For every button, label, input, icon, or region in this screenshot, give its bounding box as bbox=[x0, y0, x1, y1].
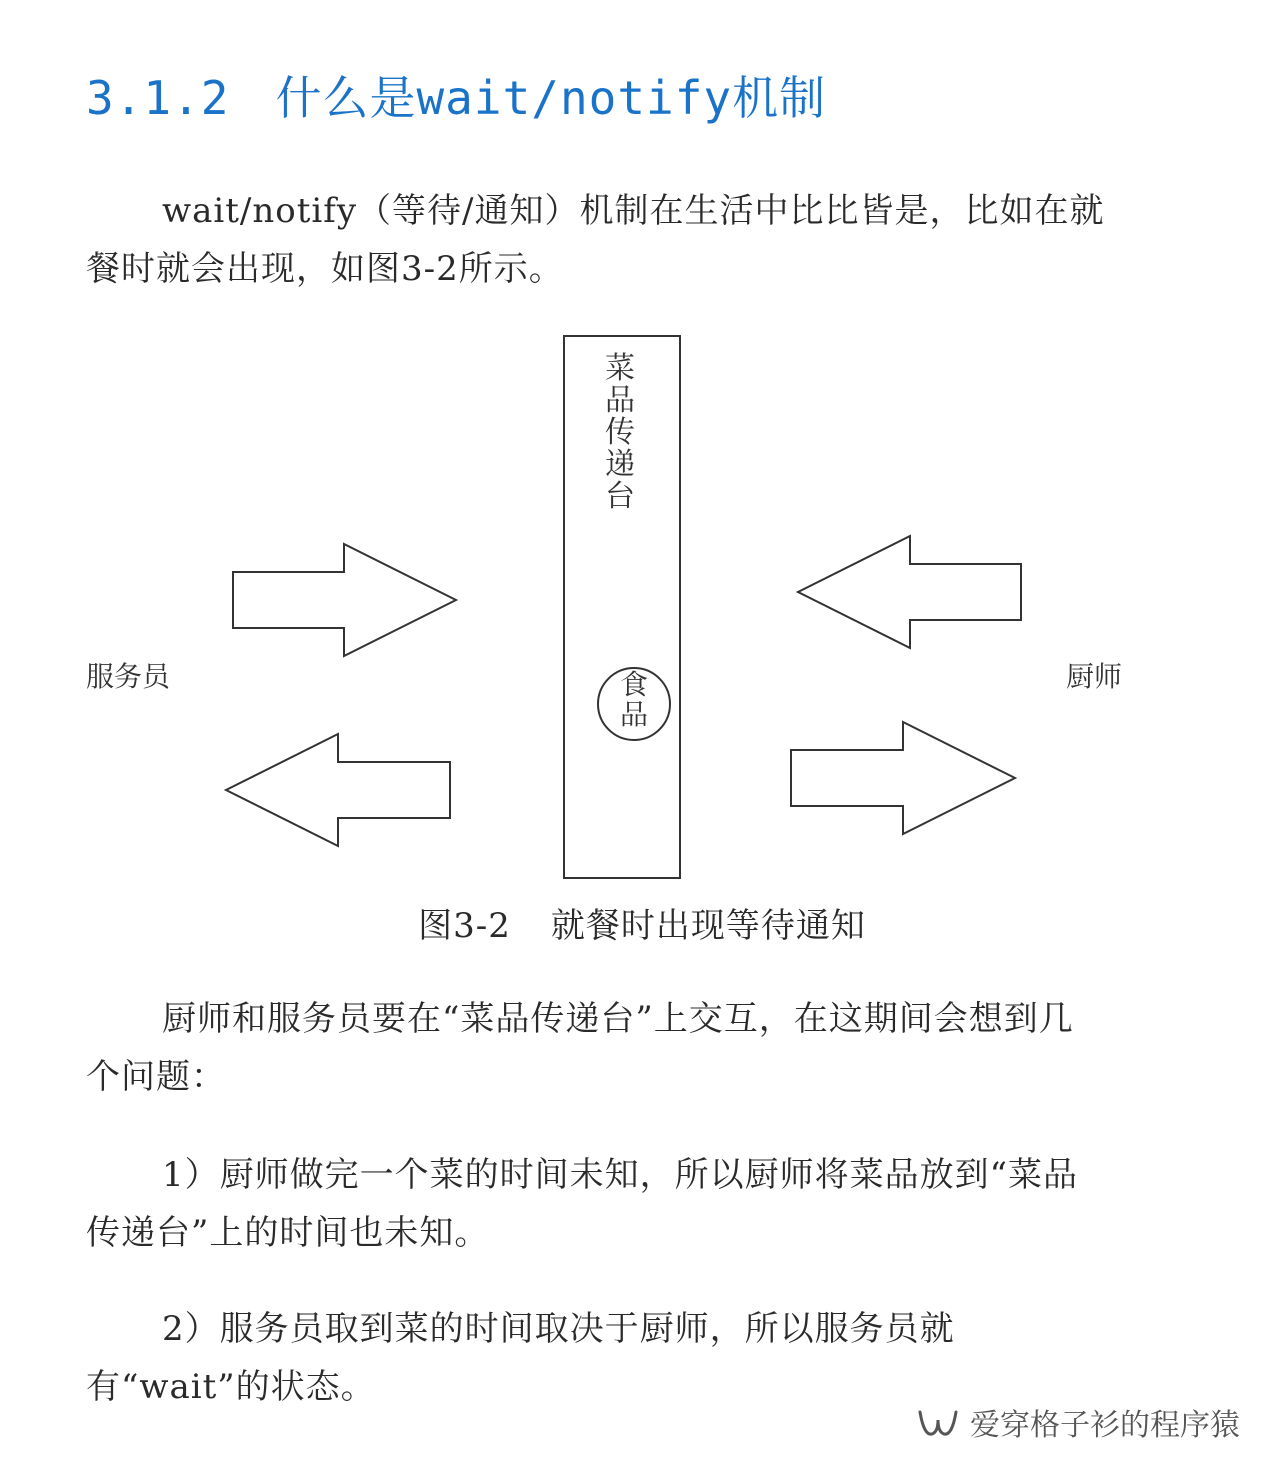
watermark bbox=[916, 1400, 1240, 1444]
section-heading bbox=[86, 62, 826, 128]
arrow-counter-to-waiter bbox=[226, 734, 450, 846]
counter-label bbox=[605, 351, 635, 514]
chef-label: 厨师 bbox=[1066, 660, 1123, 693]
paragraph-point-2: 2）服务员取到菜的时间取决于厨师，所以服务员就有“wait”的状态。 bbox=[86, 1309, 955, 1407]
wechat-channel-icon bbox=[916, 1402, 960, 1442]
foodLabel-char: 食 bbox=[619, 668, 649, 701]
food-label bbox=[620, 668, 648, 731]
foodLabel-char: 品 bbox=[619, 698, 649, 731]
section-number: 3.1.2 bbox=[86, 71, 230, 125]
wait-notify-diagram bbox=[0, 320, 1284, 900]
paragraph-point-1: 1）厨师做完一个菜的时间未知，所以厨师将菜品放到“菜品传递台”上的时间也未知。 bbox=[86, 1155, 1079, 1253]
counterLabel-char: 递 bbox=[605, 447, 635, 482]
figure-caption bbox=[0, 898, 1284, 947]
arrow-chef-to-counter bbox=[798, 536, 1021, 648]
section-title: 什么是wait/notify机制 bbox=[275, 71, 827, 125]
counterLabel-char: 品 bbox=[605, 383, 635, 418]
arrow-counter-to-chef bbox=[791, 722, 1015, 834]
caption-text: 就餐时出现等待通知 bbox=[550, 906, 866, 946]
paragraph-intro: wait/notify（等待/通知）机制在生活中比比皆是，比如在就餐时就会出现，如图3-2所示。 bbox=[86, 191, 1105, 289]
paragraph-interaction: 厨师和服务员要在“菜品传递台”上交互，在这期间会想到几个问题： bbox=[86, 999, 1074, 1097]
counterLabel-char: 台 bbox=[605, 479, 635, 514]
waiter-label: 服务员 bbox=[86, 660, 171, 693]
counterLabel-char: 传 bbox=[605, 415, 635, 450]
arrow-waiter-to-counter bbox=[233, 544, 456, 656]
watermark-text: 爱穿格子衫的程序猿 bbox=[970, 1408, 1240, 1443]
caption-number: 图3-2 bbox=[418, 906, 511, 946]
counterLabel-char: 菜 bbox=[605, 351, 635, 386]
